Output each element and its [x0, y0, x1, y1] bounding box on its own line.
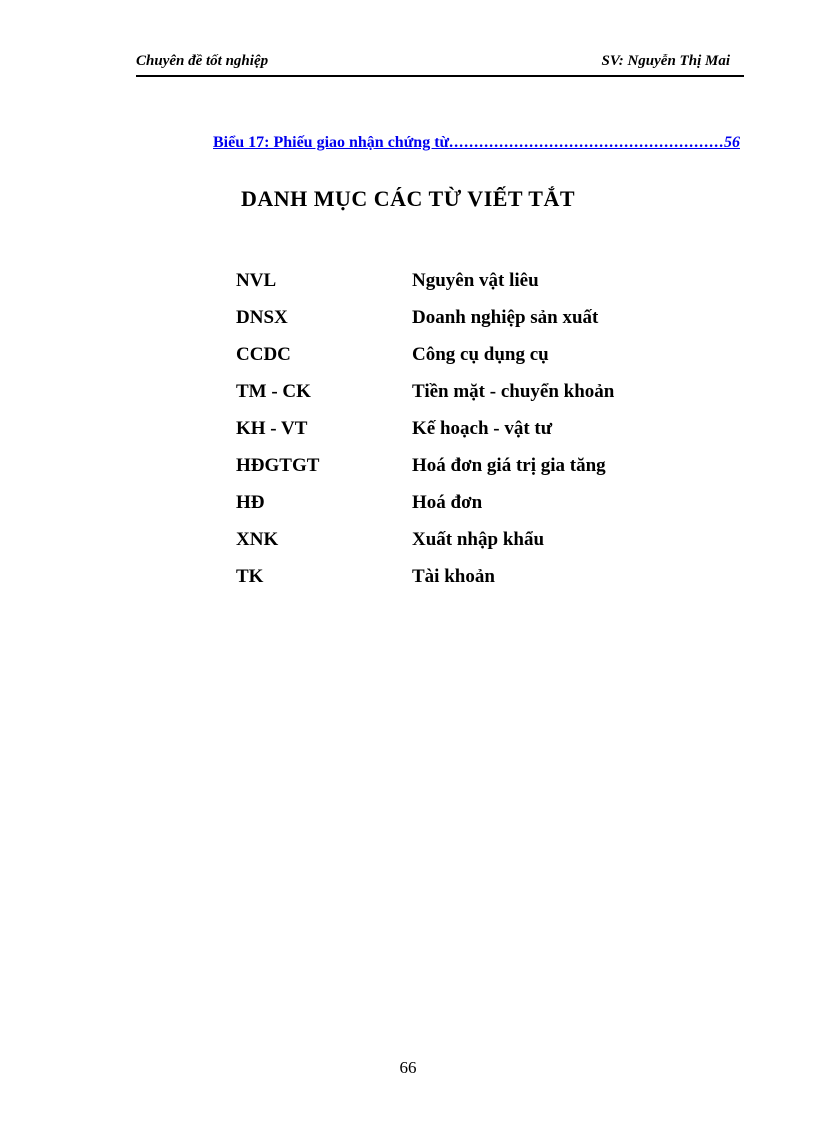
abbreviation-code: NVL	[236, 269, 277, 291]
page-title: DANH MỤC CÁC TỪ VIẾT TẮT	[240, 186, 576, 211]
toc-entry-label: Biểu 17: Phiếu giao nhận chứng từ	[213, 134, 450, 151]
abbreviation-list	[236, 262, 716, 595]
abbreviation-code: XNK	[236, 528, 279, 550]
abbreviation-meaning: Nguyên vật liêu	[412, 269, 539, 291]
abbreviation-code: TK	[236, 565, 264, 587]
abbreviation-row	[236, 262, 716, 299]
abbreviation-meaning: Tài khoản	[412, 565, 495, 587]
abbreviation-code: CCDC	[236, 343, 291, 365]
page-number: 66	[399, 1058, 417, 1077]
abbreviation-row	[236, 447, 716, 484]
abbreviation-meaning: Doanh nghiệp sản xuất	[412, 306, 599, 328]
abbreviation-meaning: Kế hoạch - vật tư	[412, 417, 553, 439]
abbreviation-code: HĐ	[236, 491, 265, 513]
abbreviation-meaning: Hoá đơn	[412, 491, 483, 513]
toc-entry-link[interactable]	[213, 134, 740, 156]
abbreviation-code: HĐGTGT	[236, 454, 320, 476]
abbreviation-row	[236, 558, 716, 595]
header-divider	[136, 75, 744, 77]
abbreviation-meaning: Tiền mặt - chuyển khoản	[412, 380, 615, 402]
abbreviation-meaning: Xuất nhập khẩu	[412, 528, 545, 550]
abbreviation-code: TM - CK	[236, 380, 311, 402]
header-student-name: SV: Nguyễn Thị Mai	[601, 53, 730, 69]
toc-entry-page: 56	[724, 134, 740, 151]
abbreviation-row	[236, 336, 716, 373]
abbreviation-code: DNSX	[236, 306, 288, 328]
abbreviation-meaning: Công cụ dụng cụ	[412, 343, 549, 365]
abbreviation-code: KH - VT	[236, 417, 308, 439]
abbreviation-row	[236, 484, 716, 521]
abbreviation-row	[236, 521, 716, 558]
abbreviation-row	[236, 373, 716, 410]
abbreviation-meaning: Hoá đơn giá trị gia tăng	[412, 454, 606, 476]
toc-leader-dots	[449, 134, 724, 156]
header-thesis-label: Chuyên đề tốt nghiệp	[136, 53, 269, 69]
page-header	[136, 52, 744, 76]
abbreviation-row	[236, 299, 716, 336]
abbreviation-row	[236, 410, 716, 447]
